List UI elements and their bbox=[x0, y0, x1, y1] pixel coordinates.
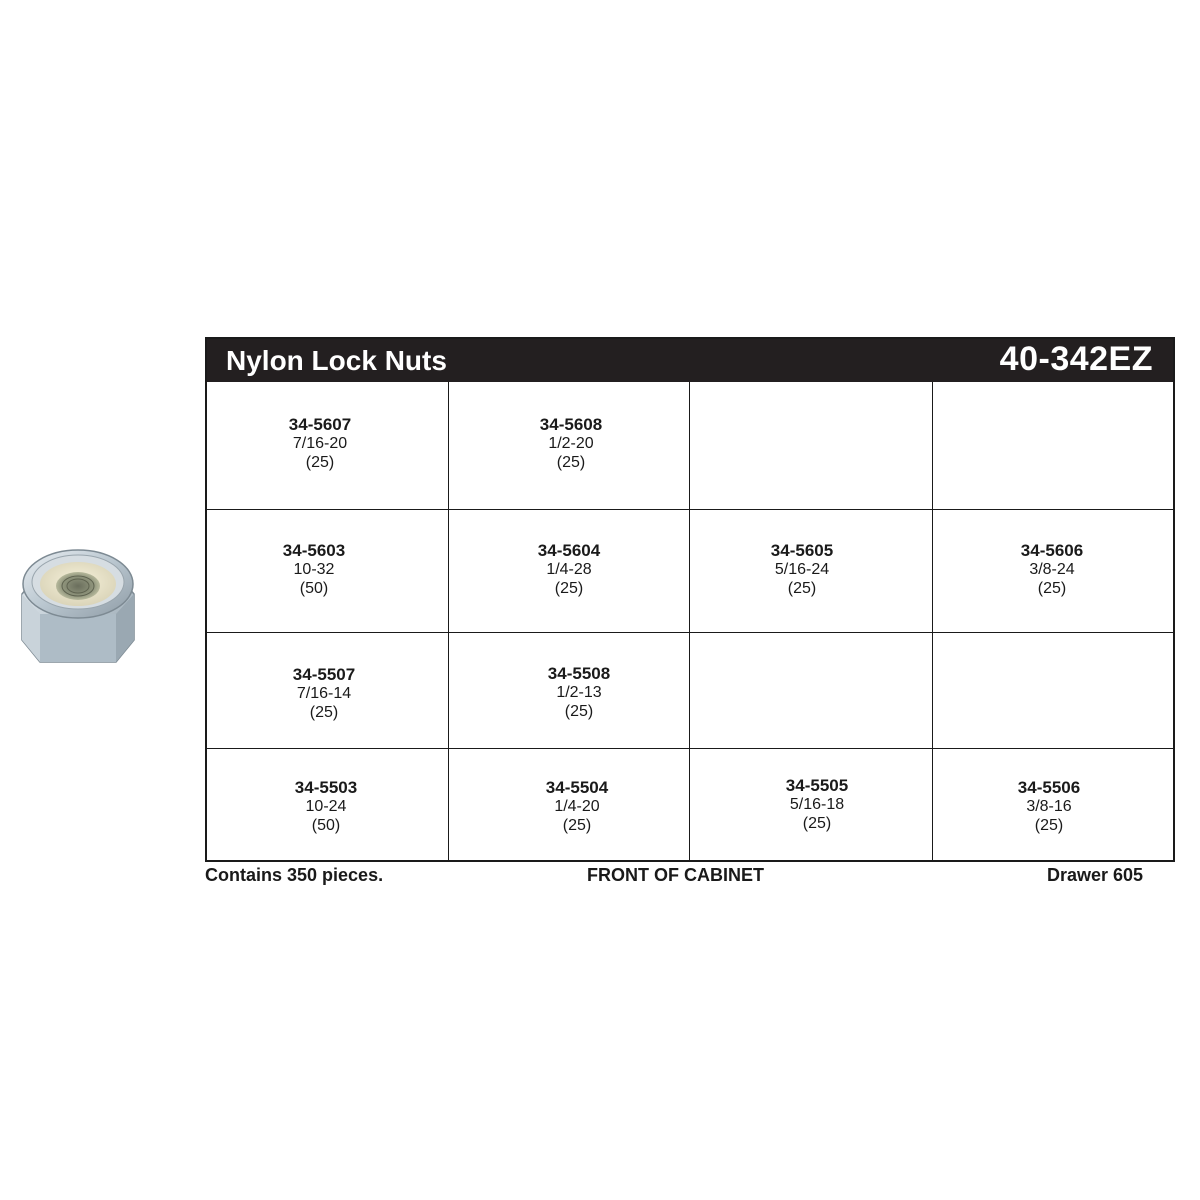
compartment-grid bbox=[207, 382, 1173, 860]
compartment bbox=[479, 664, 679, 722]
quantity: (25) bbox=[562, 817, 592, 834]
thread-size: 1/2-20 bbox=[548, 435, 594, 452]
part-number: 34-5607 bbox=[288, 415, 352, 434]
compartment bbox=[226, 778, 426, 836]
drawer-layout-chart bbox=[205, 337, 1175, 862]
quantity: (25) bbox=[1034, 817, 1064, 834]
quantity: (25) bbox=[556, 454, 586, 471]
compartment bbox=[949, 778, 1149, 836]
thread-size: 1/4-28 bbox=[546, 561, 592, 578]
part-number: 34-5505 bbox=[785, 776, 849, 795]
thread-size: 1/4-20 bbox=[554, 798, 600, 815]
part-number: 34-5605 bbox=[770, 541, 834, 560]
front-of-cabinet-label: FRONT OF CABINET bbox=[587, 865, 764, 885]
thread-size: 7/16-14 bbox=[296, 685, 352, 702]
quantity: (25) bbox=[305, 454, 335, 471]
thread-size: 7/16-20 bbox=[292, 435, 348, 452]
compartment bbox=[477, 778, 677, 836]
quantity: (25) bbox=[564, 703, 594, 720]
compartment bbox=[220, 415, 420, 473]
kit-number: 40-342EZ bbox=[999, 340, 1153, 378]
compartment bbox=[214, 541, 414, 599]
part-number: 34-5506 bbox=[1017, 778, 1081, 797]
nylon-lock-nut-image bbox=[18, 544, 138, 670]
grid-divider bbox=[207, 509, 1173, 510]
part-number: 34-5508 bbox=[547, 664, 611, 683]
thread-size: 1/2-13 bbox=[556, 684, 602, 701]
quantity: (25) bbox=[554, 580, 584, 597]
thread-size: 10-32 bbox=[293, 561, 335, 578]
quantity: (25) bbox=[1037, 580, 1067, 597]
thread-size: 5/16-18 bbox=[789, 796, 845, 813]
thread-size: 3/8-16 bbox=[1026, 798, 1072, 815]
compartment bbox=[702, 541, 902, 599]
compartment bbox=[224, 665, 424, 723]
piece-count: Contains 350 pieces. bbox=[205, 865, 384, 885]
compartment bbox=[717, 776, 917, 834]
thread-size: 5/16-24 bbox=[774, 561, 830, 578]
chart-header bbox=[207, 339, 1173, 382]
quantity: (25) bbox=[787, 580, 817, 597]
quantity: (25) bbox=[802, 815, 832, 832]
grid-divider bbox=[932, 382, 933, 860]
quantity: (25) bbox=[309, 704, 339, 721]
thread-size: 3/8-24 bbox=[1029, 561, 1075, 578]
grid-divider bbox=[207, 748, 1173, 749]
compartment bbox=[471, 415, 671, 473]
compartment bbox=[952, 541, 1152, 599]
grid-divider bbox=[448, 382, 449, 860]
part-number: 34-5608 bbox=[539, 415, 603, 434]
compartment bbox=[469, 541, 669, 599]
quantity: (50) bbox=[299, 580, 329, 597]
part-number: 34-5606 bbox=[1020, 541, 1084, 560]
part-number: 34-5604 bbox=[537, 541, 601, 560]
thread-size: 10-24 bbox=[305, 798, 347, 815]
quantity: (50) bbox=[311, 817, 341, 834]
part-number: 34-5503 bbox=[294, 778, 358, 797]
grid-divider bbox=[689, 382, 690, 860]
chart-title: Nylon Lock Nuts bbox=[226, 345, 447, 376]
part-number: 34-5603 bbox=[282, 541, 346, 560]
drawer-number: Drawer 605 bbox=[1047, 865, 1144, 885]
part-number: 34-5507 bbox=[292, 665, 356, 684]
part-number: 34-5504 bbox=[545, 778, 609, 797]
grid-divider bbox=[207, 632, 1173, 633]
